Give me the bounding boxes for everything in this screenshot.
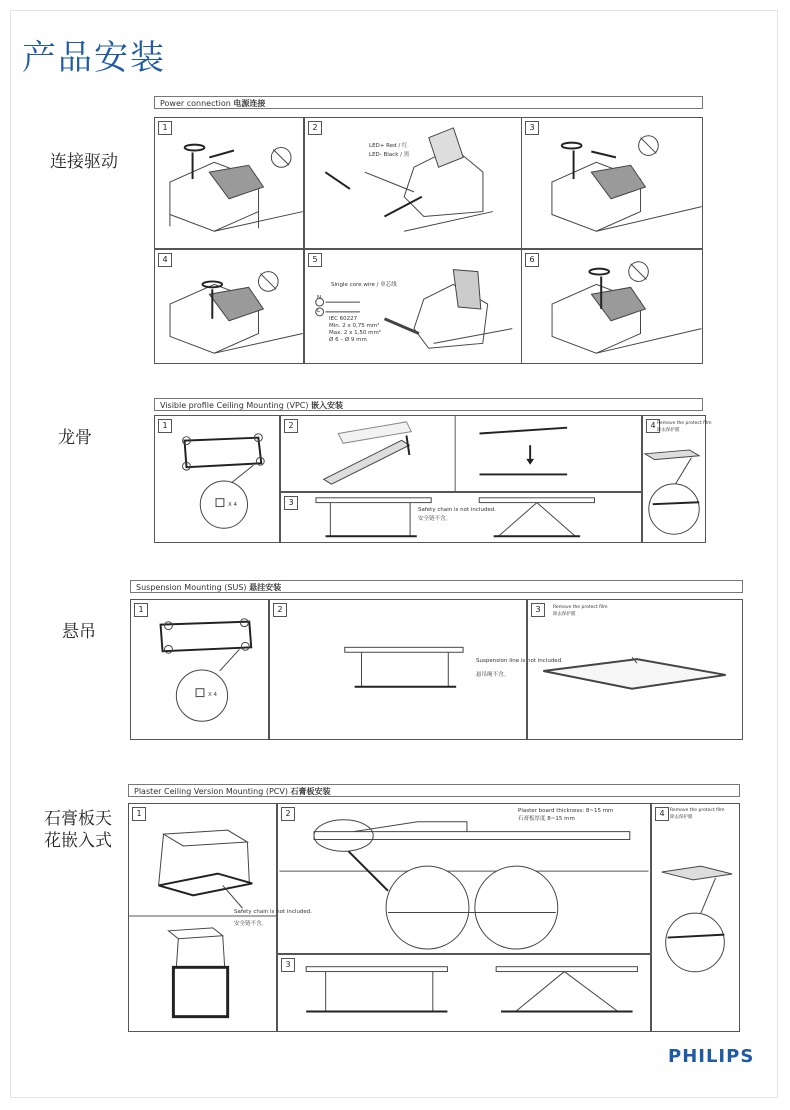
iec-label: IEC 60227: [329, 316, 358, 322]
chain-illustration: [278, 955, 650, 1031]
remove-film-cn: 除去保护膜: [670, 815, 693, 820]
remove-film-illustration: [652, 804, 739, 1031]
side-label-pcv-1: 石膏板天: [44, 809, 112, 829]
step-number: 1: [134, 603, 148, 617]
wire-spec-illustration: [305, 250, 521, 363]
step-number: 3: [531, 603, 545, 617]
power-step-4: [154, 249, 304, 364]
remove-film-cn: 除去保护膜: [553, 612, 576, 617]
suspension-note-cn: 悬吊绳不含。: [476, 672, 510, 678]
suspension-note-en: Suspension line is not included.: [476, 658, 563, 664]
chain-illustration: [281, 493, 641, 542]
remove-film-en: Remove the protect film: [670, 808, 725, 813]
diameter-label: Ø 6 – Ø 9 mm: [329, 337, 367, 343]
remove-film-cn: 除去保护膜: [657, 428, 680, 433]
step-number: 4: [655, 807, 669, 821]
driver-illustration: [155, 250, 303, 363]
min-label: Min. 2 x 0,75 mm²: [329, 323, 380, 329]
plaster-thickness-en: Plaster board thickness: 8~15 mm: [518, 808, 614, 814]
step-number: 1: [132, 807, 146, 821]
sus-step-1: [130, 599, 269, 740]
chain-note-en: Safety chain is not included.: [418, 507, 497, 513]
pcv-step-4: [651, 803, 740, 1032]
step-number: 5: [308, 253, 322, 267]
plaster-cutout-illustration: [129, 804, 276, 1031]
step-number: 6: [525, 253, 539, 267]
vpc-step-2: [280, 415, 642, 492]
panel-outline-illustration: [155, 416, 279, 542]
side-label-power: 连接驱动: [50, 152, 118, 172]
single-core-label: Single core wire / 单芯线: [331, 282, 397, 288]
side-label-sus: 悬吊: [62, 622, 96, 642]
philips-logo: PHILIPS: [668, 1046, 755, 1067]
sus-step-2: [269, 599, 563, 740]
power-step-5: [304, 249, 522, 364]
x4-label: X 4: [228, 502, 238, 508]
step-number: 2: [308, 121, 322, 135]
sus-step-3: [527, 599, 743, 740]
driver-illustration: [522, 118, 702, 248]
led-plus-label: LED+ Red / 红: [369, 143, 408, 149]
n-label: N: [317, 295, 322, 301]
plaster-detail-illustration: [278, 804, 650, 953]
panel-insert-illustration: [281, 416, 641, 491]
page-title: 产品安装: [22, 38, 166, 78]
step-number: 1: [158, 121, 172, 135]
l-label: L: [317, 308, 321, 314]
chain-note-cn: 安全链不含。: [418, 516, 452, 522]
section-header-pcv: Plaster Ceiling Version Mounting (PCV) 石膏板安装: [128, 784, 740, 797]
vpc-step-3: [280, 492, 642, 543]
driver-illustration: [155, 118, 303, 248]
power-step-6: [521, 249, 703, 364]
vpc-step-4: [642, 415, 712, 543]
step-number: 2: [281, 807, 295, 821]
step-number: 4: [158, 253, 172, 267]
power-step-3: [521, 117, 703, 249]
suspension-illustration: [270, 600, 526, 739]
section-header-power: Power connection 电源连接: [154, 96, 703, 109]
pcv-step-2: [277, 803, 651, 954]
step-number: 3: [284, 496, 298, 510]
side-label-vpc: 龙骨: [58, 428, 92, 448]
step-number: 3: [525, 121, 539, 135]
section-header-sus: Suspension Mounting (SUS) 悬挂安装: [130, 580, 743, 593]
step-number: 2: [284, 419, 298, 433]
step-number: 4: [646, 419, 660, 433]
wiring-illustration: [305, 118, 521, 248]
pcv-step-3: [277, 954, 651, 1032]
step-number: 2: [273, 603, 287, 617]
remove-film-illustration: [643, 416, 705, 542]
max-label: Max. 2 x 1,50 mm²: [329, 330, 382, 336]
driver-illustration: [522, 250, 702, 363]
chain-note-cn: 安全链不含。: [234, 921, 268, 927]
power-step-1: [154, 117, 304, 249]
side-label-pcv-2: 花嵌入式: [44, 831, 112, 851]
chain-note-en: Safety chain is not included.: [234, 909, 313, 915]
led-minus-label: LED- Black / 黑: [369, 152, 410, 158]
panel-outline-illustration: [131, 600, 268, 739]
step-number: 1: [158, 419, 172, 433]
power-step-2: [304, 117, 522, 249]
plaster-thickness-cn: 石膏板厚度 8~15 mm: [518, 816, 575, 822]
vpc-step-1: [154, 415, 280, 543]
step-number: 3: [281, 958, 295, 972]
x4-label: X 4: [208, 692, 218, 698]
remove-film-en: Remove the protect film: [657, 421, 712, 426]
remove-film-en: Remove the protect film: [553, 605, 608, 610]
section-header-vpc: Visible profile Ceiling Mounting (VPC) 嵌入安装: [154, 398, 703, 411]
pcv-step-1: [128, 803, 313, 1032]
remove-film-illustration: [528, 600, 742, 739]
